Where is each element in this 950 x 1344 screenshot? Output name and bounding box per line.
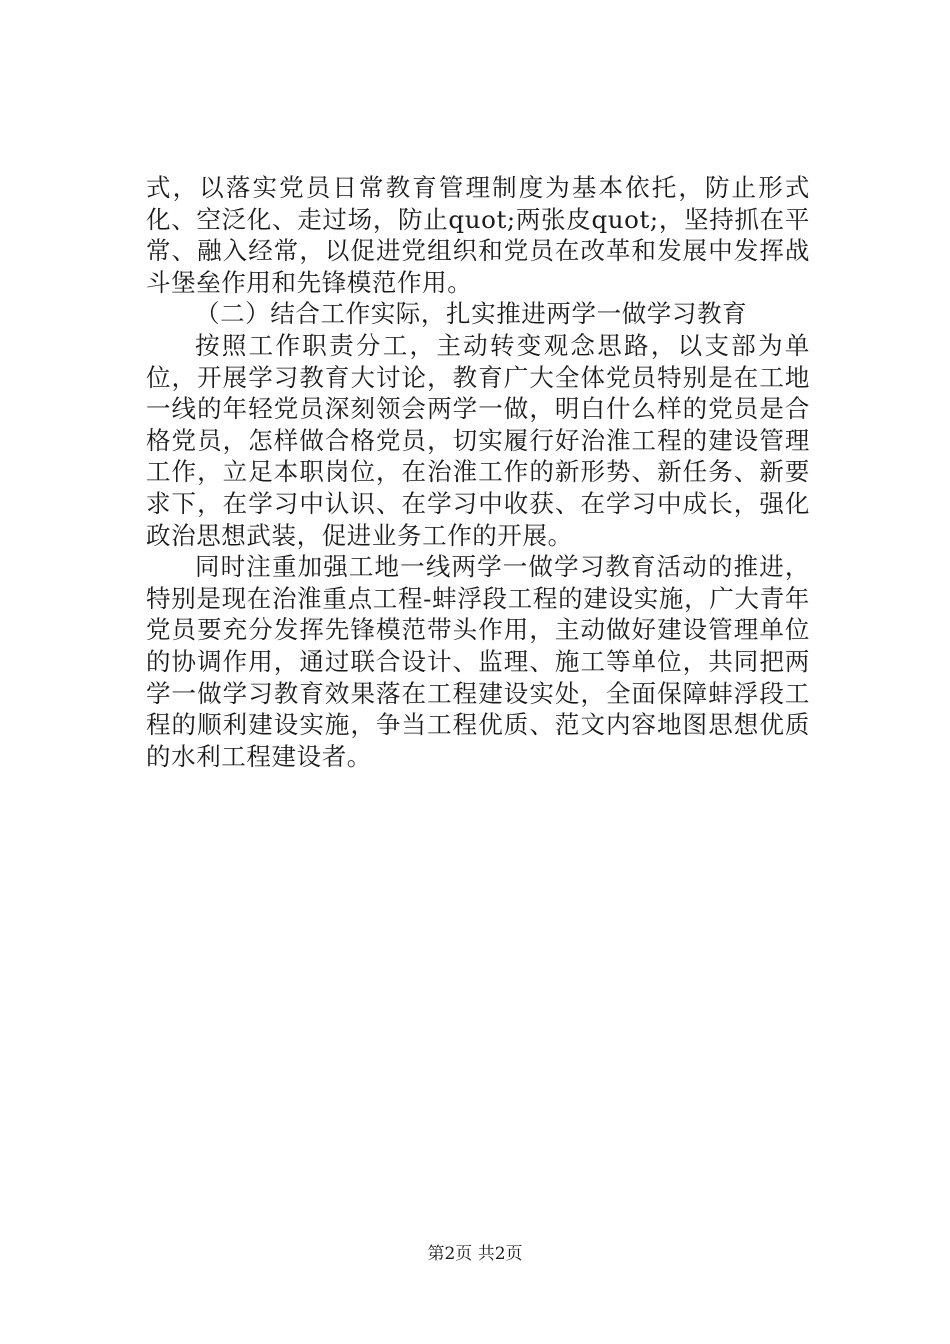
page-footer <box>0 1243 950 1265</box>
section-heading: （二）结合工作实际，扎实推进两学一做学习教育 <box>195 299 748 329</box>
page-number-label: 第2页 共2页 <box>427 1244 523 1264</box>
paragraph-continuation: 式，以落实党员日常教育管理制度为基本依托，防止形式化、空泛化、走过场，防止quot;两张皮quot;，坚持抓在平常、融入经常，以促进党组织和党员在改革和发展中发挥战斗堡垒作用和先锋模范作用。 <box>146 173 810 297</box>
paragraph: 同时注重加强工地一线两学一做学习教育活动的推进，特别是现在治淮重点工程-蚌浮段工程的建设实施，广大青年党员要充分发挥先锋模范带头作用，主动做好建设管理单位的协调作用，通过联合设计、监理、施工等单位，共同把两学一做学习教育效果落在工程建设实处，全面保障蚌浮段工程的顺利建设实施，争当工程优质、范文内容地图思想优质的水利工程建设者。 <box>146 552 810 771</box>
document-body <box>146 172 810 772</box>
paragraph: 按照工作职责分工，主动转变观念思路，以支部为单位，开展学习教育大讨论，教育广大全体党员特别是在工地一线的年轻党员深刻领会两学一做，明白什么样的党员是合格党员，怎样做合格党员，切实履行好治淮工程的建设管理工作，立足本职岗位，在治淮工作的新形势、新任务、新要求下，在学习中认识、在学习中收获、在学习中成长，强化政治思想武装，促进业务工作的开展。 <box>146 330 810 550</box>
